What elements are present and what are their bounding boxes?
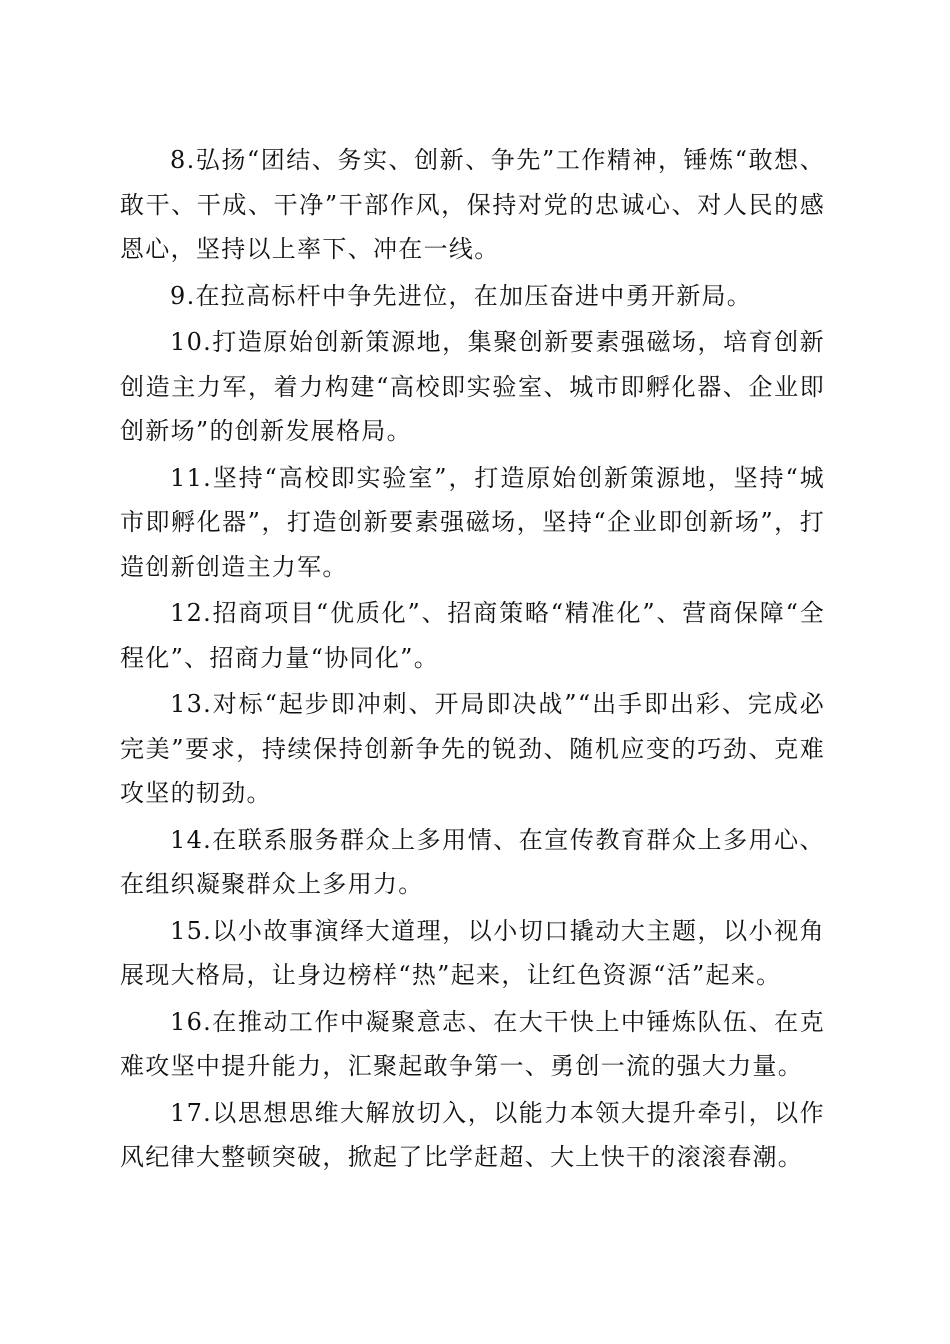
paragraph-17: 17.以思想思维大解放切入，以能力本领大提升牵引，以作风纪律大整顿突破，掀起了比学赶超、大上快干的滚滚春潮。 [120,1098,825,1171]
document-body [120,138,825,1182]
paragraph-15: 15.以小故事演绎大道理，以小切口撬动大主题，以小视角展现大格局，让身边榜样“热”起来，让红色资源“活”起来。 [120,916,825,989]
paragraph-10: 10.打造原始创新策源地，集聚创新要素强磁场，培育创新创造主力军，着力构建“高校即实验室、城市即孵化器、企业即创新场”的创新发展格局。 [120,328,825,445]
paragraph-8: 8.弘扬“团结、务实、创新、争先”工作精神，锤炼“敢想、敢干、干成、干净”干部作风，保持对党的忠诚心、对人民的感恩心，坚持以上率下、冲在一线。 [120,146,825,263]
paragraph-12: 12.招商项目“优质化”、招商策略“精准化”、营商保障“全程化”、招商力量“协同化”。 [120,599,825,672]
paragraph-14: 14.在联系服务群众上多用情、在宣传教育群众上多用心、在组织凝聚群众上多用力。 [120,825,825,898]
paragraph-11: 11.坚持“高校即实验室”，打造原始创新策源地，坚持“城市即孵化器”，打造创新要素强磁场，坚持“企业即创新场”，打造创新创造主力军。 [120,463,825,581]
paragraph-13: 13.对标“起步即冲刺、开局即决战”“出手即出彩、完成必完美”要求，持续保持创新争先的锐劲、随机应变的巧劲、克难攻坚的韧劲。 [120,690,825,807]
paragraph-16: 16.在推动工作中凝聚意志、在大干快上中锤炼队伍、在克难攻坚中提升能力，汇聚起敢争第一、勇创一流的强大力量。 [120,1007,825,1080]
paragraph-9: 9.在拉高标杆中争先进位，在加压奋进中勇开新局。 [170,281,753,310]
